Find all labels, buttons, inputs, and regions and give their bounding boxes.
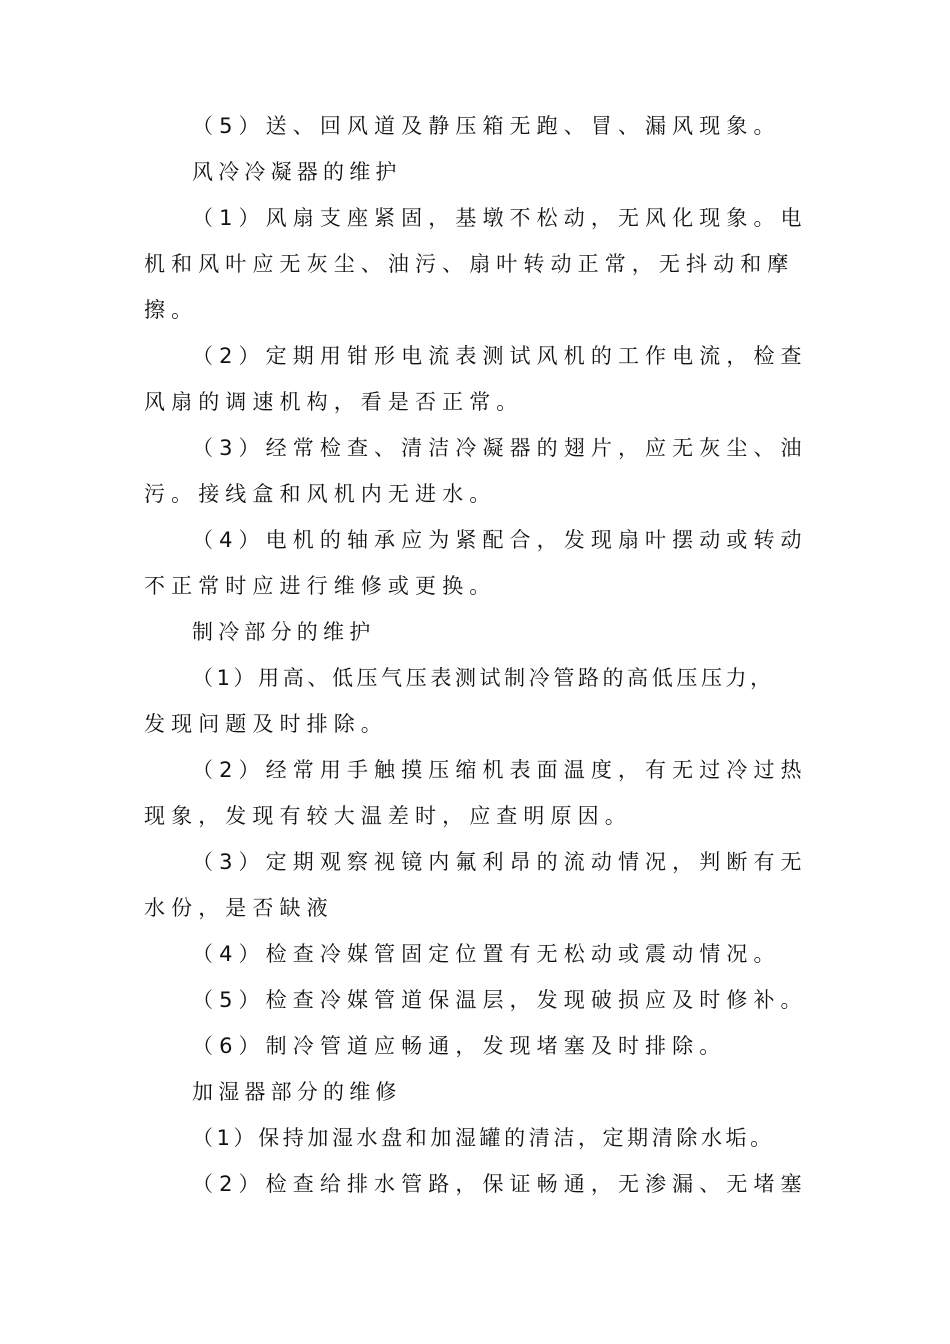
section-heading: 风冷冷凝器的维护 — [192, 160, 402, 184]
section-heading: 加湿器部分的维修 — [192, 1080, 402, 1104]
paragraph-line: （1）保持加湿水盘和加湿罐的清洁，定期清除水垢。 — [192, 1126, 775, 1150]
paragraph-line: 现象，发现有较大温差时，应查明原因。 — [144, 804, 632, 828]
paragraph-line: 发现问题及时排除。 — [144, 712, 388, 736]
paragraph-line: （4）电机的轴承应为紧配合，发现扇叶摆动或转动 — [192, 528, 808, 552]
paragraph-line: 风扇的调速机构，看是否正常。 — [144, 390, 524, 414]
paragraph-line: （2）定期用钳形电流表测试风机的工作电流，检查 — [192, 344, 808, 368]
paragraph-line: （2）经常用手触摸压缩机表面温度，有无过冷过热 — [192, 758, 808, 782]
paragraph-line: 水份，是否缺液 — [144, 896, 334, 920]
paragraph-line: （1）风扇支座紧固，基墩不松动，无风化现象。电 — [192, 206, 808, 230]
paragraph-line: （2）检查给排水管路，保证畅通，无渗漏、无堵塞 — [192, 1172, 808, 1196]
paragraph-line: （5）检查冷媒管道保温层，发现破损应及时修补。 — [192, 988, 808, 1012]
paragraph-line: 擦。 — [144, 298, 199, 322]
paragraph-line: （1）用高、低压气压表测试制冷管路的高低压压力， — [192, 666, 775, 690]
paragraph-line: （3）经常检查、清洁冷凝器的翅片，应无灰尘、油 — [192, 436, 808, 460]
section-heading: 制冷部分的维护 — [192, 620, 376, 644]
paragraph-line: 污。接线盒和风机内无进水。 — [144, 482, 497, 506]
paragraph-line: （4）检查冷媒管固定位置有无松动或震动情况。 — [192, 942, 781, 966]
paragraph-line: （3）定期观察视镜内氟利昂的流动情况，判断有无 — [192, 850, 808, 874]
paragraph-line: （5）送、回风道及静压箱无跑、冒、漏风现象。 — [192, 114, 781, 138]
paragraph-line: 不正常时应进行维修或更换。 — [144, 574, 497, 598]
paragraph-line: 机和风叶应无灰尘、油污、扇叶转动正常，无抖动和摩 — [144, 252, 795, 276]
paragraph-line: （6）制冷管道应畅通，发现堵塞及时排除。 — [192, 1034, 727, 1058]
